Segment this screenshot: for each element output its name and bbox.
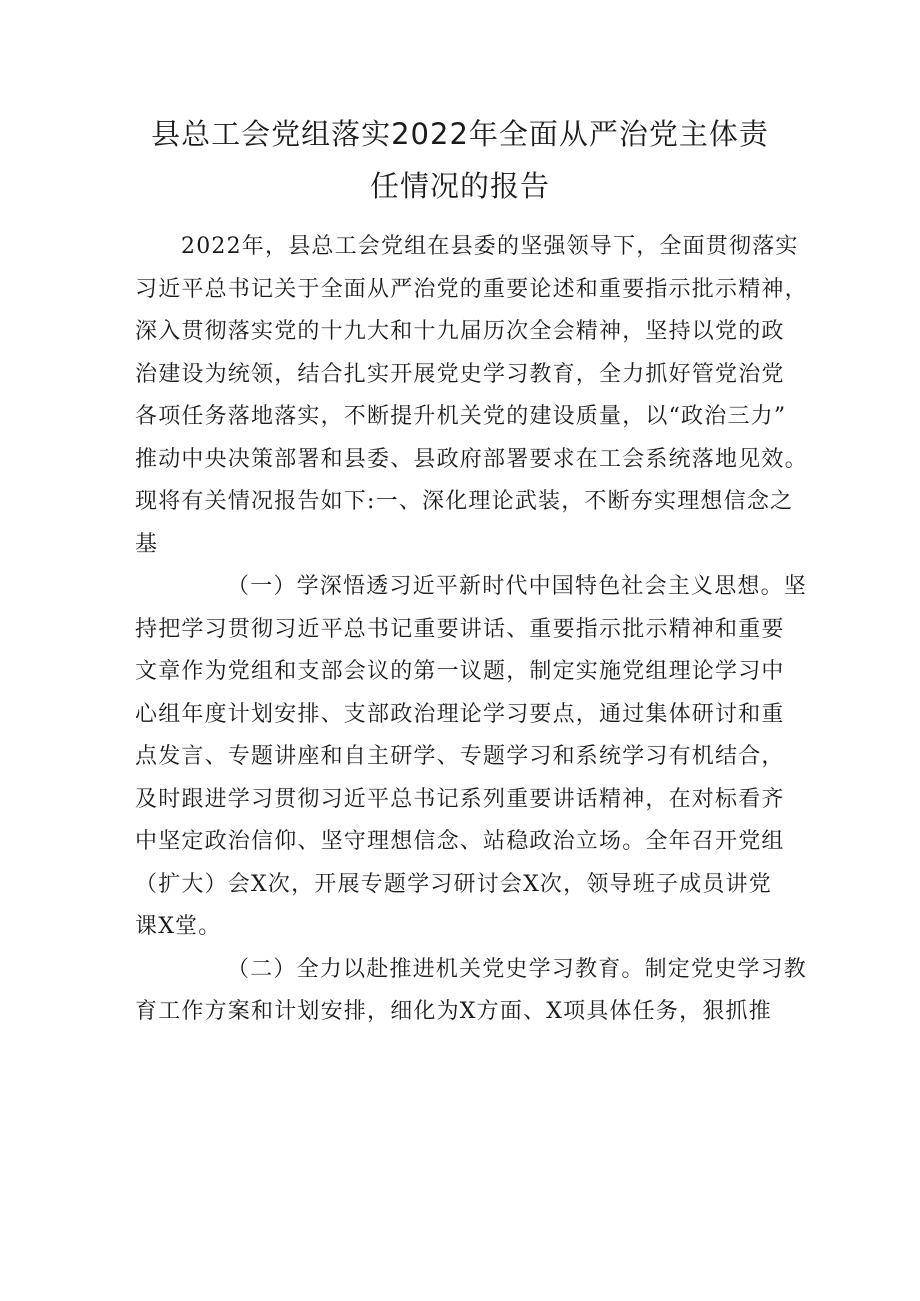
text-line: 基 — [135, 531, 159, 557]
paragraph-section-2 — [135, 949, 808, 1034]
text-line: 习近平总书记关于全面从严治党的重要论述和重要指示批示精神， — [135, 276, 808, 302]
text-line: 心组年度计划安排、支部政治理论学习要点，通过集体研讨和重 — [135, 701, 785, 727]
paragraph-section-1 — [135, 566, 808, 949]
text-line: （二）全力以赴推进机关党史学习教育。制定党史学习教 — [227, 956, 808, 982]
text-line: 育工作方案和计划安排，细化为X方面、X项具体任务，狠抓推 — [135, 999, 772, 1024]
document-title — [120, 108, 800, 212]
text-line: 及时跟进学习贯彻习近平总书记系列重要讲话精神，在对标看齐 — [135, 786, 785, 812]
text-line: 持把学习贯彻习近平总书记重要讲话、重要指示批示精神和重要 — [135, 616, 785, 642]
title-line: 任情况的报告 — [369, 169, 550, 203]
text-line: 推动中央决策部署和县委、县政府部署要求在工会系统落地见效。 — [135, 446, 808, 472]
text-line: 点发言、专题讲座和自主研学、专题学习和系统学习有机结合， — [135, 744, 785, 769]
text-line: 各项任务落地落实，不断提升机关党的建设质量，以“政治三力” — [135, 404, 787, 429]
document-body — [135, 226, 808, 1034]
text-line: 治建设为统领，结合扎实开展党史学习教育，全力抓好管党治党 — [135, 361, 785, 387]
text-line: （扩大）会X次，开展专题学习研讨会X次，领导班子成员讲党 — [135, 871, 772, 897]
text-line: 深入贯彻落实党的十九大和十九届历次全会精神，坚持以党的政 — [135, 319, 785, 344]
title-line: 县总工会党组落实2022年全面从严治党主体责 — [151, 117, 769, 151]
text-line: 2022年，县总工会党组在县委的坚强领导下，全面贯彻落实 — [181, 234, 799, 259]
paragraph-intro — [135, 226, 808, 566]
text-line: 中坚定政治信仰、坚守理想信念、站稳政治立场。全年召开党组 — [135, 829, 785, 854]
text-line: 课X堂。 — [135, 914, 222, 939]
text-line: （一）学深悟透习近平新时代中国特色社会主义思想。坚 — [227, 574, 808, 599]
text-line: 文章作为党组和支部会议的第一议题，制定实施党组理论学习中 — [135, 659, 785, 684]
text-line: 现将有关情况报告如下:一、深化理论武装，不断夯实理想信念之 — [135, 489, 794, 514]
